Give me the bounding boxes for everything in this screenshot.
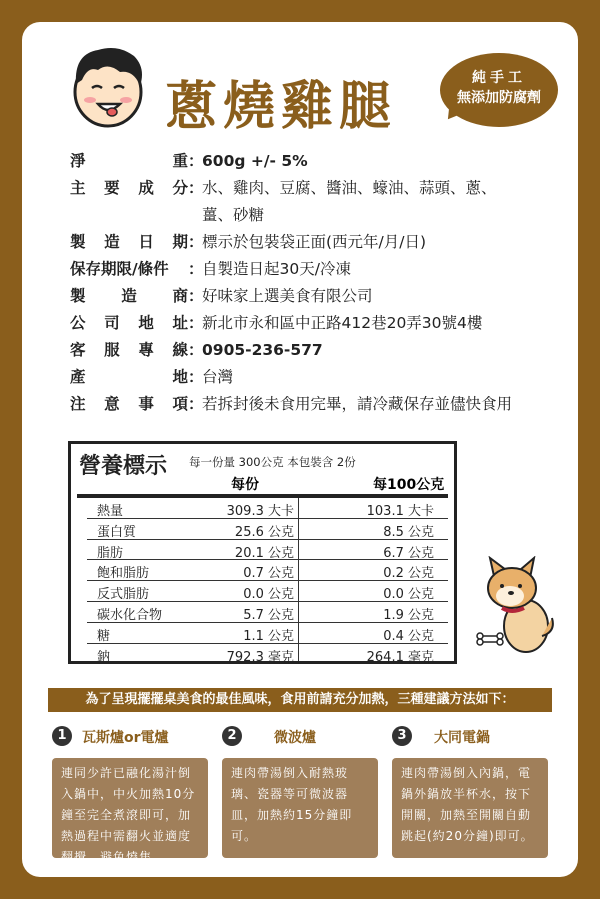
table-row xyxy=(87,540,448,561)
info-value: 新北市永和區中正路412巷20弄30號4樓 xyxy=(202,314,483,332)
nutrition-col-per-100g: 每100公克 xyxy=(373,477,445,493)
nutrition-heading: 營養標示 xyxy=(79,454,168,479)
nutrient-per-100g: 0.4 公克 xyxy=(383,628,434,644)
nutrition-table xyxy=(68,441,457,664)
badge-line1: 純手工 xyxy=(472,70,526,86)
info-label: 保存期限/條件 xyxy=(70,260,169,278)
nutrient-per-100g: 0.2 公克 xyxy=(383,566,434,582)
nutrient-per-serving: 0.0 公克 xyxy=(243,587,294,603)
nutrient-per-100g: 1.9 公克 xyxy=(383,607,434,623)
nutrient-name: 脂肪 xyxy=(97,545,124,561)
info-row: 製 造 日 期 ： 標示於包裝袋正面(西元年/月/日) xyxy=(70,229,570,256)
info-label: 製 造 日 期 xyxy=(70,233,188,251)
info-row: 保存期限/條件 ： 自製造日起30天/冷凍 xyxy=(70,256,570,283)
nutrient-name: 飽和脂肪 xyxy=(97,566,150,582)
table-row xyxy=(87,644,448,664)
info-label: 客 服 專 線 xyxy=(70,341,188,359)
nutrient-per-100g: 264.1 毫克 xyxy=(366,649,434,665)
method-title: 瓦斯爐or電爐 xyxy=(82,730,169,746)
method-number: 2 xyxy=(222,726,242,746)
nutrient-per-100g: 0.0 公克 xyxy=(383,587,434,603)
method-text: 連肉帶湯倒入耐熱玻璃、瓷器等可微波器皿，加熱約15分鐘即可。 xyxy=(222,758,378,858)
info-row: 公 司 地 址 ： 新北市永和區中正路412巷20弄30號4樓 xyxy=(70,310,570,337)
nutrient-per-serving: 1.1 公克 xyxy=(243,628,294,644)
method-title: 大同電鍋 xyxy=(434,730,490,746)
method-number: 3 xyxy=(392,726,412,746)
mascot-face-icon xyxy=(68,44,148,130)
info-value: 好味家上選美食有限公司 xyxy=(202,287,373,305)
table-row xyxy=(87,602,448,623)
info-label: 注 意 事 項 xyxy=(70,395,188,413)
nutrition-rows xyxy=(87,498,448,663)
nutrient-per-serving: 792.3 毫克 xyxy=(226,649,294,665)
method-number: 1 xyxy=(52,726,72,746)
nutrient-name: 熱量 xyxy=(97,504,124,519)
table-row xyxy=(87,519,448,540)
nutrient-per-serving: 309.3 大卡 xyxy=(226,504,294,519)
badge-line2: 無添加防腐劑 xyxy=(457,90,541,106)
info-row: 製 造 商 ： 好味家上選美食有限公司 xyxy=(70,283,570,310)
info-label: 公 司 地 址 xyxy=(70,314,188,332)
nutrient-name: 糖 xyxy=(97,628,111,644)
table-row xyxy=(87,581,448,602)
info-label: 產 地 xyxy=(70,368,188,386)
info-label: 主 要 成 分 xyxy=(70,179,188,197)
nutrient-name: 反式脂肪 xyxy=(97,587,150,603)
nutrient-per-100g: 6.7 公克 xyxy=(383,545,434,561)
nutrient-name: 鈉 xyxy=(97,649,111,665)
info-value: 若拆封後未食用完畢，請冷藏保存並儘快食用 xyxy=(202,395,513,413)
info-value: 自製造日起30天/冷凍 xyxy=(202,260,351,278)
info-value: 台灣 xyxy=(202,368,234,386)
info-label: 淨 重 xyxy=(70,152,188,170)
info-row: 注 意 事 項 ： 若拆封後未食用完畢，請冷藏保存並儘快食用 xyxy=(70,391,570,418)
info-row: 主 要 成 分 ： 水、雞肉、豆腐、醬油、蠔油、蒜頭、蔥、 薑、砂糖 xyxy=(70,175,570,229)
info-value: 水、雞肉、豆腐、醬油、蠔油、蒜頭、蔥、 xyxy=(202,179,497,197)
info-row: 客 服 專 線 ： 0905-236-577 xyxy=(70,337,570,364)
nutrition-col-per-serving: 每份 xyxy=(231,477,259,493)
heating-banner: 為了呈現擺擺桌美食的最佳風味，食用前請充分加熱，三種建議方法如下： xyxy=(48,688,552,712)
info-row: 淨 重 ： 600g +/- 5% xyxy=(70,148,570,175)
info-value: 標示於包裝袋正面(西元年/月/日) xyxy=(202,233,427,251)
shiba-dog-icon xyxy=(476,556,558,656)
nutrition-serving: 每一份量 300公克 本包裝含 2份 xyxy=(189,455,356,469)
info-row: 產 地 ： 台灣 xyxy=(70,364,570,391)
info-value-cont: 薑、砂糖 xyxy=(202,206,265,224)
info-value: 600g +/- 5% xyxy=(202,152,308,170)
column-divider xyxy=(298,498,299,661)
nutrient-per-100g: 103.1 大卡 xyxy=(366,504,434,519)
nutrient-name: 碳水化合物 xyxy=(97,607,163,623)
table-row xyxy=(87,623,448,644)
nutrient-per-serving: 5.7 公克 xyxy=(243,607,294,623)
nutrient-name: 蛋白質 xyxy=(97,524,137,540)
nutrient-per-100g: 8.5 公克 xyxy=(383,524,434,540)
table-row xyxy=(87,560,448,581)
nutrient-per-serving: 0.7 公克 xyxy=(243,566,294,582)
method-title: 微波爐 xyxy=(274,730,316,746)
nutrient-per-serving: 25.6 公克 xyxy=(234,524,294,540)
table-row xyxy=(87,498,448,519)
nutrient-per-serving: 20.1 公克 xyxy=(234,545,294,561)
method-text: 連肉帶湯倒入內鍋，電鍋外鍋放半杯水，按下開關，加熱至開關自動跳起(約20分鐘)即可。 xyxy=(392,758,548,858)
info-label: 製 造 商 xyxy=(70,287,188,305)
product-info xyxy=(70,148,570,418)
method-text: 連同少許已融化湯汁倒入鍋中，中火加熱10分鐘至完全煮滾即可，加熱過程中需翻火並適度翻攪，避免燒焦。 xyxy=(52,758,208,858)
info-value: 0905-236-577 xyxy=(202,341,323,359)
product-title: 蔥燒雞腿 xyxy=(165,77,398,137)
